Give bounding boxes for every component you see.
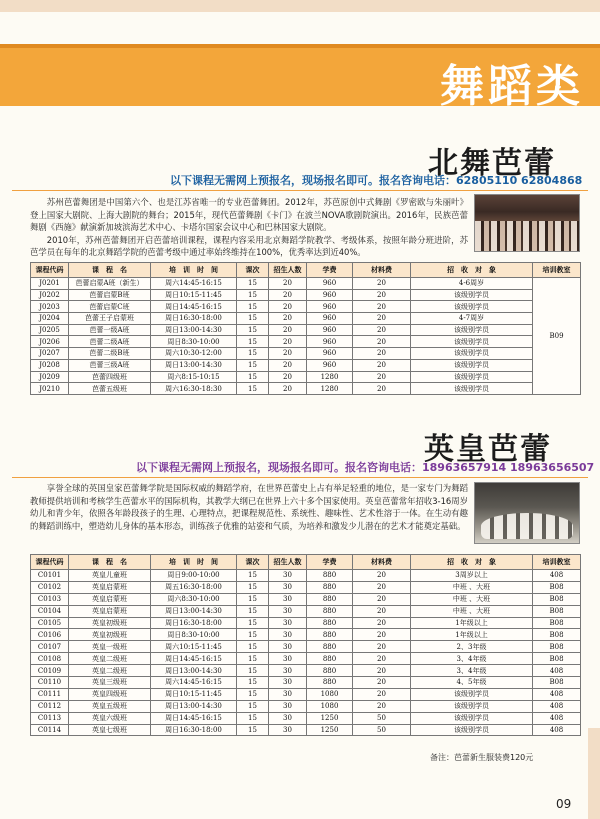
section-title-beiwu: 北舞芭蕾 [428, 146, 556, 181]
table-cell: 英皇三级班 [69, 677, 151, 689]
troupe-photo [474, 194, 580, 252]
table-cell: C0106 [31, 629, 69, 641]
table-row [31, 570, 581, 582]
table-cell: C0108 [31, 653, 69, 665]
table-cell: 880 [307, 665, 353, 677]
table-row [31, 688, 581, 700]
table-cell: 芭蕾二级B班 [69, 348, 151, 360]
table-cell: 英皇启蒙班 [69, 593, 151, 605]
table-cell: 20 [353, 653, 411, 665]
table-cell: 15 [237, 336, 269, 348]
table-cell: 英皇初级班 [69, 617, 151, 629]
table-cell: 880 [307, 581, 353, 593]
table-cell: 中班 、大班 [411, 581, 533, 593]
table-cell: 30 [269, 570, 307, 582]
table-cell: 30 [269, 700, 307, 712]
table-cell: 20 [353, 336, 411, 348]
table-cell: B08 [533, 641, 581, 653]
table-cell: 15 [237, 581, 269, 593]
table-cell: 3、4年级 [411, 653, 533, 665]
table-cell: 20 [353, 383, 411, 395]
table-cell: 周日8:30-10:00 [151, 629, 237, 641]
table-cell: C0107 [31, 641, 69, 653]
table-cell: 20 [269, 324, 307, 336]
table-cell: 该级别学员 [411, 712, 533, 724]
column-header: 课程代码 [31, 263, 69, 278]
table-cell: 英皇启蒙班 [69, 581, 151, 593]
table-cell: 15 [237, 348, 269, 360]
table-cell: 芭蕾启蒙A班（新生） [69, 278, 151, 290]
table-cell: 周日16:30-18:00 [151, 313, 237, 325]
course-table-beiwu [30, 262, 581, 395]
table-cell: 15 [237, 700, 269, 712]
table-cell: 20 [353, 359, 411, 371]
table-cell: 30 [269, 677, 307, 689]
table-cell: C0110 [31, 677, 69, 689]
table-row [31, 712, 581, 724]
table-cell: 30 [269, 605, 307, 617]
table-cell: 周六16:30-18:30 [151, 383, 237, 395]
table-row [31, 641, 581, 653]
table-cell: 20 [269, 278, 307, 290]
table-cell: 15 [237, 289, 269, 301]
table-cell: 20 [353, 278, 411, 290]
table-cell: J0204 [31, 313, 69, 325]
top-strip [0, 0, 600, 12]
table-cell: 20 [353, 617, 411, 629]
table-cell: B08 [533, 677, 581, 689]
table-cell: 30 [269, 724, 307, 736]
table-row [31, 348, 581, 360]
table-cell: 30 [269, 581, 307, 593]
table-cell: 960 [307, 348, 353, 360]
table-cell: 15 [237, 278, 269, 290]
table-cell: 408 [533, 700, 581, 712]
table-row [31, 581, 581, 593]
table-cell: 中班 、大班 [411, 593, 533, 605]
table-cell: C0101 [31, 570, 69, 582]
table-cell: 880 [307, 641, 353, 653]
table-cell: B08 [533, 653, 581, 665]
table-cell: 周日13:00-14:30 [151, 324, 237, 336]
table-cell: 周日10:15-11:45 [151, 688, 237, 700]
table-cell: 20 [353, 593, 411, 605]
intro-paragraph: 苏州芭蕾舞团是中国第六个、也是江苏省唯一的专业芭蕾舞团。2012年，苏芭原创中式舞剧《罗密欧与朱丽叶》登上国家大剧院、上海大剧院的舞台；2015年，现代芭蕾舞剧《卡门》在波兰NOVA歌剧院演出。2016年，民族芭蕾舞剧《西施》献演新加坡滨海艺术中心、卡塔尔国家会议中心和巴林国家大剧院。 [30, 197, 468, 233]
table-cell: 408 [533, 688, 581, 700]
table-cell: 周日16:30-18:00 [151, 617, 237, 629]
column-header: 培 训 时 间 [151, 263, 237, 278]
table-cell: 960 [307, 313, 353, 325]
table-cell: 15 [237, 712, 269, 724]
table-cell: 英皇二级班 [69, 653, 151, 665]
table-cell: 该级别学员 [411, 724, 533, 736]
table-cell: C0105 [31, 617, 69, 629]
table-cell: 20 [353, 605, 411, 617]
table-cell: 15 [237, 641, 269, 653]
table-cell: 20 [353, 324, 411, 336]
table-cell: 周日10:15-11:45 [151, 289, 237, 301]
table-row [31, 724, 581, 736]
table-cell: 20 [269, 301, 307, 313]
table-cell: C0104 [31, 605, 69, 617]
table-cell: 20 [353, 301, 411, 313]
table-row [31, 665, 581, 677]
table-cell: 30 [269, 641, 307, 653]
page-number: 09 [556, 797, 572, 811]
table-cell: C0102 [31, 581, 69, 593]
table-cell: 960 [307, 301, 353, 313]
column-header: 培训教室 [533, 263, 581, 278]
table-cell: 15 [237, 593, 269, 605]
table-cell: J0202 [31, 289, 69, 301]
table-cell: 1年级以上 [411, 617, 533, 629]
table-cell: 1250 [307, 724, 353, 736]
table-cell: 英皇七级班 [69, 724, 151, 736]
table-cell: 15 [237, 688, 269, 700]
column-header: 课 程 名 [69, 263, 151, 278]
table-cell: 30 [269, 665, 307, 677]
table-cell: 该级别学员 [411, 383, 533, 395]
table-cell: 880 [307, 617, 353, 629]
table-cell: J0209 [31, 371, 69, 383]
table-cell: 20 [353, 313, 411, 325]
table-cell: 15 [237, 665, 269, 677]
table-cell: 英皇四级班 [69, 688, 151, 700]
table-cell: 15 [237, 371, 269, 383]
table-cell: J0201 [31, 278, 69, 290]
table-cell: 周六14:45-16:15 [151, 677, 237, 689]
column-header: 课 程 名 [69, 555, 151, 570]
table-cell: C0114 [31, 724, 69, 736]
table-cell: B08 [533, 593, 581, 605]
table-row [31, 278, 581, 290]
table-cell: 该级别学员 [411, 700, 533, 712]
table-cell: 周日13:00-14:30 [151, 359, 237, 371]
column-header: 招生人数 [269, 263, 307, 278]
table-cell: 20 [269, 359, 307, 371]
table-cell: J0206 [31, 336, 69, 348]
table-cell: B08 [533, 629, 581, 641]
table-cell: 15 [237, 359, 269, 371]
intro-paragraph: 享誉全球的英国皇家芭蕾舞学院是国际权威的舞蹈学府，在世界芭蕾史上占有举足轻重的地位，是一家专门为舞蹈教师提供培训和考核学生芭蕾水平的国际机构，其教学大纲已在世界上六十多个国家使用。英皇芭蕾常年招收3-16周岁幼儿和青少年，依照各年龄段孩子的生理、心理特点，把课程规范性、系统性、趣味性、艺术性溶于一体。在生动有趣的舞蹈训练中，塑造幼儿身体的基本形态，训练孩子优雅的站姿和气质，为培养和激发少儿潜在的艺术才能奠定基础。 [30, 483, 468, 531]
column-header: 招 收 对 象 [411, 555, 533, 570]
table-cell: 该级别学员 [411, 688, 533, 700]
column-header: 培训教室 [533, 555, 581, 570]
table-cell: 20 [353, 289, 411, 301]
table-cell: 1280 [307, 383, 353, 395]
table-cell: 周六8:15-10:15 [151, 371, 237, 383]
table-cell: 30 [269, 617, 307, 629]
table-cell: 芭蕾启蒙C班 [69, 301, 151, 313]
table-cell: 960 [307, 278, 353, 290]
table-cell: 周日8:30-10:00 [151, 336, 237, 348]
section-rule [12, 477, 588, 478]
table-cell: B08 [533, 617, 581, 629]
table-cell: 英皇二级班 [69, 665, 151, 677]
table-cell: 该级别学员 [411, 359, 533, 371]
table-cell: 20 [353, 677, 411, 689]
column-header: 招 收 对 象 [411, 263, 533, 278]
table-cell: 2、3年级 [411, 641, 533, 653]
ballet-class-photo [474, 482, 580, 544]
table-row [31, 677, 581, 689]
table-cell: 20 [353, 688, 411, 700]
intro-paragraph: 2010年，苏州芭蕾舞团开启芭蕾培训课程，课程内容采用北京舞蹈学院教学、考级体系，按照年龄分班进阶，苏芭学员在每年的北京舞蹈学院的芭蕾考级中通过率始终维持在100%，优秀率达到近40%。 [30, 234, 468, 258]
table-cell: C0111 [31, 688, 69, 700]
table-cell: 周六10:30-12:00 [151, 348, 237, 360]
table-cell: 4-7周岁 [411, 313, 533, 325]
table-cell: 15 [237, 313, 269, 325]
table-cell: 50 [353, 724, 411, 736]
section-intro-yinghuang [30, 482, 468, 532]
photo-figures [481, 513, 573, 539]
table-cell: 15 [237, 653, 269, 665]
table-cell: 3周岁以上 [411, 570, 533, 582]
column-header: 招生人数 [269, 555, 307, 570]
table-cell: 20 [353, 700, 411, 712]
page-edge-bar [588, 728, 600, 819]
section-notice-beiwu: 以下课程无需网上预报名，现场报名即可。报名咨询电话：62805110 62804868 [170, 174, 583, 187]
column-header: 材料费 [353, 263, 411, 278]
table-cell: 周六10:15-11:45 [151, 641, 237, 653]
column-header: 学费 [307, 555, 353, 570]
table-cell: 周日13:00-14:30 [151, 665, 237, 677]
table-cell: 20 [269, 383, 307, 395]
table-cell: 960 [307, 359, 353, 371]
table-row [31, 617, 581, 629]
table-cell: 4-6周岁 [411, 278, 533, 290]
section-title-yinghuang: 英皇芭蕾 [424, 432, 552, 467]
table-cell: 20 [269, 348, 307, 360]
column-header: 课次 [237, 555, 269, 570]
table-cell: 周五16:30-18:00 [151, 581, 237, 593]
table-cell: 芭蕾一级A班 [69, 324, 151, 336]
table-cell: 20 [353, 581, 411, 593]
table-cell: 20 [269, 336, 307, 348]
table-cell: 该级别学员 [411, 371, 533, 383]
table-cell: 周日14:45-16:15 [151, 712, 237, 724]
section-notice-yinghuang: 以下课程无需网上预报名，现场报名即可。报名咨询电话：18963657914 18963656507 [136, 461, 595, 474]
table-cell: 芭蕾四级班 [69, 371, 151, 383]
table-row [31, 653, 581, 665]
column-header: 课次 [237, 263, 269, 278]
table-row [31, 289, 581, 301]
table-cell: 20 [269, 289, 307, 301]
table-cell: 20 [353, 665, 411, 677]
column-header: 材料费 [353, 555, 411, 570]
table-cell: 880 [307, 570, 353, 582]
table-cell: J0208 [31, 359, 69, 371]
table-cell: C0109 [31, 665, 69, 677]
table-cell: 周日13:00-14:30 [151, 605, 237, 617]
table-row [31, 605, 581, 617]
category-title: 舞蹈类 [440, 61, 584, 112]
photo-figures [475, 221, 579, 251]
table-cell: 芭蕾五级班 [69, 383, 151, 395]
table-cell: 周日14:45-16:15 [151, 301, 237, 313]
table-row [31, 301, 581, 313]
table-cell: 英皇初级班 [69, 629, 151, 641]
table-cell: 408 [533, 724, 581, 736]
table-cell: 880 [307, 605, 353, 617]
table-cell: 周日13:00-14:30 [151, 700, 237, 712]
table-cell: 该级别学员 [411, 289, 533, 301]
table-cell: 15 [237, 383, 269, 395]
table-cell: 30 [269, 593, 307, 605]
table-cell: 408 [533, 570, 581, 582]
table-header-row [31, 263, 581, 278]
table-cell: C0103 [31, 593, 69, 605]
table-row [31, 359, 581, 371]
table-cell: 50 [353, 712, 411, 724]
column-header: 学费 [307, 263, 353, 278]
table-cell: 周六14:45-16:15 [151, 278, 237, 290]
table-cell: 15 [237, 677, 269, 689]
table-cell: 20 [353, 629, 411, 641]
table-cell: 1080 [307, 688, 353, 700]
table-cell: 408 [533, 665, 581, 677]
column-header: 课程代码 [31, 555, 69, 570]
table-cell: 4、5年级 [411, 677, 533, 689]
table-cell: 该级别学员 [411, 324, 533, 336]
table-cell: 芭蕾王子启蒙班 [69, 313, 151, 325]
table-cell: B08 [533, 581, 581, 593]
classroom-cell: B09 [533, 278, 581, 395]
footnote: 备注：芭蕾新生服装费120元 [430, 753, 534, 762]
table-cell: C0113 [31, 712, 69, 724]
table-cell: 英皇六级班 [69, 712, 151, 724]
table-cell: 英皇启蒙班 [69, 605, 151, 617]
table-cell: B08 [533, 605, 581, 617]
table-cell: 30 [269, 653, 307, 665]
table-cell: 1280 [307, 371, 353, 383]
table-row [31, 336, 581, 348]
table-cell: 15 [237, 605, 269, 617]
table-cell: 周日9:00-10:00 [151, 570, 237, 582]
table-cell: 芭蕾启蒙B班 [69, 289, 151, 301]
table-cell: 周六8:30-10:00 [151, 593, 237, 605]
table-cell: 1年级以上 [411, 629, 533, 641]
table-cell: 20 [353, 348, 411, 360]
table-cell: 408 [533, 712, 581, 724]
table-cell: 880 [307, 629, 353, 641]
table-row [31, 371, 581, 383]
table-cell: 周日16:30-18:00 [151, 724, 237, 736]
table-cell: 960 [307, 324, 353, 336]
section-intro-beiwu [30, 196, 468, 259]
table-cell: 英皇五级班 [69, 700, 151, 712]
table-header-row [31, 555, 581, 570]
header-edge [0, 44, 600, 48]
table-cell: 1080 [307, 700, 353, 712]
table-cell: 该级别学员 [411, 301, 533, 313]
table-cell: 15 [237, 617, 269, 629]
table-row [31, 629, 581, 641]
table-cell: 880 [307, 677, 353, 689]
table-row [31, 700, 581, 712]
table-cell: 880 [307, 653, 353, 665]
table-cell: 3、4年级 [411, 665, 533, 677]
table-cell: 中班 、大班 [411, 605, 533, 617]
table-cell: 15 [237, 570, 269, 582]
table-cell: 30 [269, 688, 307, 700]
table-cell: 20 [269, 313, 307, 325]
table-row [31, 383, 581, 395]
table-cell: 20 [269, 371, 307, 383]
course-table-yinghuang [30, 554, 581, 736]
category-header-band [0, 44, 600, 112]
table-cell: 30 [269, 629, 307, 641]
table-cell: 周日14:45-16:15 [151, 653, 237, 665]
table-cell: 15 [237, 629, 269, 641]
table-cell: 20 [353, 371, 411, 383]
table-cell: 该级别学员 [411, 336, 533, 348]
table-cell: J0205 [31, 324, 69, 336]
table-cell: 15 [237, 324, 269, 336]
table-cell: 芭蕾三级A班 [69, 359, 151, 371]
table-cell: C0112 [31, 700, 69, 712]
table-cell: 20 [353, 641, 411, 653]
table-cell: J0207 [31, 348, 69, 360]
table-cell: 英皇儿童班 [69, 570, 151, 582]
table-cell: 880 [307, 593, 353, 605]
table-cell: J0210 [31, 383, 69, 395]
table-cell: 芭蕾二级A班 [69, 336, 151, 348]
table-cell: 30 [269, 712, 307, 724]
table-cell: 960 [307, 289, 353, 301]
table-cell: 15 [237, 301, 269, 313]
table-cell: 15 [237, 724, 269, 736]
table-row [31, 593, 581, 605]
table-row [31, 324, 581, 336]
table-cell: 英皇一级班 [69, 641, 151, 653]
table-cell: 该级别学员 [411, 348, 533, 360]
table-cell: 20 [353, 570, 411, 582]
table-cell: 960 [307, 336, 353, 348]
table-cell: 1250 [307, 712, 353, 724]
table-cell: J0203 [31, 301, 69, 313]
table-row [31, 313, 581, 325]
section-rule [12, 190, 588, 191]
column-header: 培 训 时 间 [151, 555, 237, 570]
